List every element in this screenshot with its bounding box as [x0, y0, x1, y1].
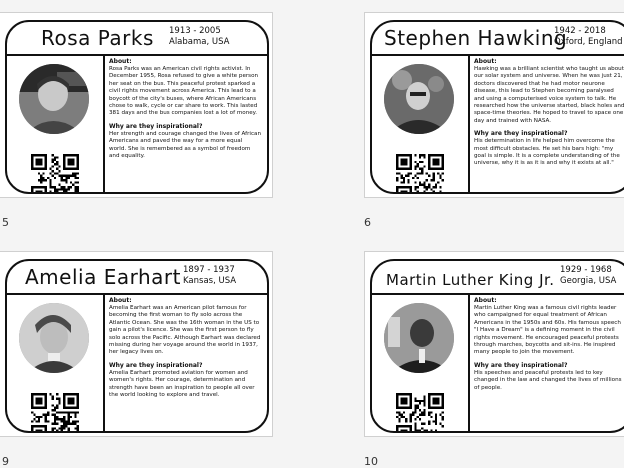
birth-death-years: 1929 - 1968: [560, 265, 612, 275]
card-header: [7, 22, 267, 56]
about-text: Rosa Parks was an American civil rights activist. In December 1955, Rosa refused to give a white person her seat on the bus. This peaceful protest sparked a civil rights movement across America. This lead to a boycott of the city's buses, where African Americans chose to walk, cycle or car share to work. This lasted 381 days and the bus companies lost a lot of money.: [109, 66, 259, 117]
about-text: Martin Luther King was a famous civil rights leader who campaigned for equal treatment of African Americans in the 1950s and 60s. His famous speech "I Have a Dream" is a defining moment in the civil rights movement. He encouraged peaceful protests through marches, boycotts and sit-ins. He inspired many people to join the movement.: [474, 305, 621, 356]
person-name: Martin Luther King Jr.: [386, 271, 555, 289]
birth-death-years: 1942 - 2018: [554, 26, 606, 36]
slide-thumbnail-10[interactable]: [364, 251, 624, 437]
person-dates: [183, 265, 236, 287]
card-header: [7, 261, 267, 295]
portrait-photo: [19, 303, 89, 373]
qr-code[interactable]: [396, 154, 444, 194]
inspirational-text: His speeches and peaceful protests led to key changed in the law and changed the lives of millions of people.: [474, 369, 622, 391]
card-left-column: [7, 293, 105, 431]
slide-number: 9: [2, 455, 9, 468]
qr-code[interactable]: [396, 393, 444, 433]
card-header: [372, 22, 624, 56]
birth-death-years: 1897 - 1937: [183, 265, 235, 275]
person-dates: [560, 265, 616, 287]
person-dates: [169, 26, 229, 48]
fact-card: [370, 259, 624, 433]
inspirational-heading: Why are they inspirational?: [474, 361, 568, 369]
inspirational-heading: Why are they inspirational?: [474, 130, 568, 138]
card-header: [372, 261, 624, 295]
about-heading: About:: [474, 297, 497, 304]
portrait-photo: [384, 64, 454, 134]
about-text: Hawking was a brilliant scientist who taught us about our solar system and universe. When he was just 21, doctors discovered that he had motor neurone disease, this lead to Stephen becoming paralysed and using a computerised voice system to talk. He researched how the universe started, black holes and space-time theories. He hoped to travel to space one day and trained with NASA.: [474, 66, 624, 124]
card-text: [474, 58, 624, 188]
slide-number: 10: [364, 455, 378, 468]
about-heading: About:: [474, 58, 497, 65]
card-text: [109, 297, 261, 427]
inspirational-heading: Why are they inspirational?: [109, 361, 203, 369]
card-text: [109, 58, 261, 188]
card-left-column: [7, 54, 105, 192]
about-heading: About:: [109, 58, 132, 65]
birth-death-years: 1913 - 2005: [169, 26, 221, 36]
inspirational-text: Amelia Earhart promoted aviation for women and women's rights. Her courage, determination and strength have been an inspiration to people all over the world looking to explore and travel.: [109, 369, 255, 399]
inspirational-heading: Why are they inspirational?: [109, 122, 203, 130]
birth-place: Georgia, USA: [560, 276, 617, 286]
about-text: Amelia Earhart was an American pilot famous for becoming the first woman to fly solo across the Atlantic Ocean. She was the 16th woman in the US to gain a pilot's licence. She was the first person to fly solo across the Pacific. Although Earhart was declared missing during her voyage around the world in 1937, her legacy lives on.: [109, 305, 261, 356]
fact-card: [5, 259, 269, 433]
person-name: Stephen Hawking: [384, 26, 568, 50]
card-text: [474, 297, 624, 427]
birth-place: Kansas, USA: [183, 276, 237, 286]
slide-number: 6: [364, 216, 371, 229]
birth-place: Oxford, England: [554, 37, 623, 47]
card-left-column: [372, 293, 470, 431]
birth-place: Alabama, USA: [169, 37, 230, 47]
fact-card: [5, 20, 269, 194]
person-name: Rosa Parks: [41, 26, 154, 50]
portrait-photo: [384, 303, 454, 373]
inspirational-text: His determination in life helped him overcome the most difficult obstacles. He set his bars high: "my goal is simple. It is a complete understanding of the universe, why it is as it is and why it exists at all.": [474, 138, 620, 167]
fact-card: [370, 20, 624, 194]
inspirational-text: Her strength and courage changed the lives of African Americans and paved the way for a more equal world. She is remembered as a symbol of freedom and equality.: [109, 130, 261, 160]
slide-thumbnail-9[interactable]: [0, 251, 273, 437]
portrait-photo: [19, 64, 89, 134]
slide-thumbnail-6[interactable]: [364, 12, 624, 198]
person-dates: [554, 26, 623, 48]
person-name: Amelia Earhart: [25, 265, 181, 289]
slide-number: 5: [2, 216, 9, 229]
slide-thumbnail-5[interactable]: [0, 12, 273, 198]
about-heading: About:: [109, 297, 132, 304]
qr-code[interactable]: [31, 393, 79, 433]
card-left-column: [372, 54, 470, 192]
qr-code[interactable]: [31, 154, 79, 194]
